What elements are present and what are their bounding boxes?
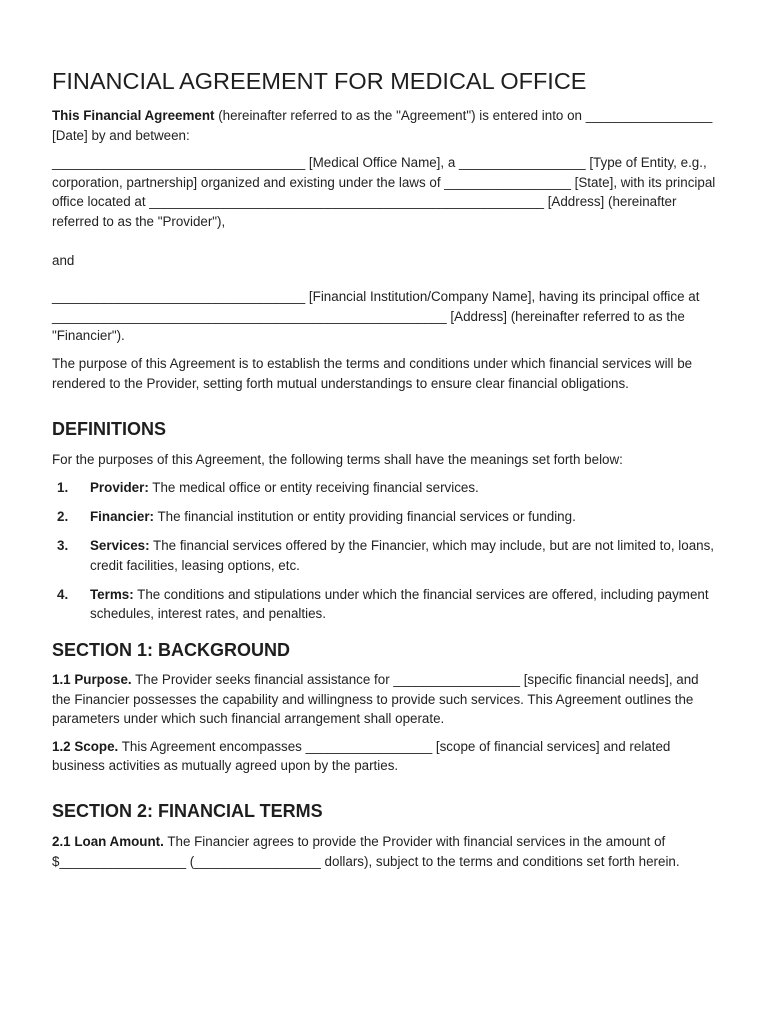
definitions-list <box>52 478 720 624</box>
section2-loan-paragraph <box>52 832 720 871</box>
intro-paragraph <box>52 106 720 145</box>
definition-text: The conditions and stipulations under which the financial services are offered, including payment schedules, interest rates, and penalties. <box>90 586 709 622</box>
provider-paragraph: __________________________________ [Medical Office Name], a _________________ [Type of Entity, e.g., corporation, partnership] organized and existing under the laws of _________________ [State], with its principal office located at _____________________________________________________ [Address] (hereinafter referred to as the "Provider"), <box>52 155 716 229</box>
financier-paragraph: __________________________________ [Financial Institution/Company Name], having its principal office at _____________________________________________________ [Address] (hereinafter referred to as the "Financier"). <box>52 289 700 344</box>
section1-scope-paragraph <box>52 737 720 776</box>
section2-loan-text: The Financier agrees to provide the Provider with financial services in the amount of $_________________ (_________________ dollars), subject to the terms and conditions set forth herein. <box>52 834 680 869</box>
section1-purpose-text: The Provider seeks financial assistance for _________________ [specific financial needs], and the Financier possesses the capability and willingness to provide such services. This Agreement outlines the parameters under which such financial arrangement shall operate. <box>52 672 699 727</box>
section1-purpose-label: 1.1 Purpose. <box>52 672 132 688</box>
definition-number: 2. <box>57 508 69 524</box>
definition-item <box>52 507 720 527</box>
intro-lead: This Financial Agreement <box>52 108 215 123</box>
section1-heading: SECTION 1: BACKGROUND <box>52 640 291 661</box>
definition-number: 4. <box>57 586 69 602</box>
definition-item <box>52 536 720 575</box>
definition-number: 1. <box>57 479 69 495</box>
section1-scope-label: 1.2 Scope. <box>52 738 119 754</box>
definition-term: Services: <box>90 538 150 554</box>
definition-number: 3. <box>57 538 69 554</box>
definition-term: Terms: <box>90 586 134 602</box>
definition-term: Financier: <box>90 508 154 524</box>
definition-text: The medical office or entity receiving financial services. <box>148 479 479 495</box>
definition-term: Provider: <box>90 479 149 495</box>
intro-text: (hereinafter referred to as the "Agreement") is entered into on _________________ [Date] by and between: <box>52 108 713 143</box>
definition-text: The financial services offered by the Financier, which may include, but are not limited to, loans, credit facilities, leasing options, etc. <box>90 538 715 573</box>
document-title: FINANCIAL AGREEMENT FOR MEDICAL OFFICE <box>52 68 587 94</box>
definitions-intro: For the purposes of this Agreement, the following terms shall have the meanings set forth below: <box>52 452 623 468</box>
definition-item <box>52 478 720 498</box>
definitions-heading: DEFINITIONS <box>52 419 167 440</box>
section2-heading: SECTION 2: FINANCIAL TERMS <box>52 801 323 822</box>
and-text: and <box>52 252 75 268</box>
document-page <box>52 68 720 871</box>
section1-purpose-paragraph <box>52 670 720 729</box>
section1-scope-text: This Agreement encompasses _________________ [scope of financial services] and related business activities as mutually agreed upon by the parties. <box>52 738 671 774</box>
section2-loan-label: 2.1 Loan Amount. <box>52 834 164 850</box>
definition-item <box>52 585 720 624</box>
purpose-paragraph: The purpose of this Agreement is to establish the terms and conditions under which financial services will be rendered to the Provider, setting forth mutual understandings to ensure clear financial obligations. <box>52 355 693 391</box>
definition-text: The financial institution or entity providing financial services or funding. <box>154 508 576 524</box>
